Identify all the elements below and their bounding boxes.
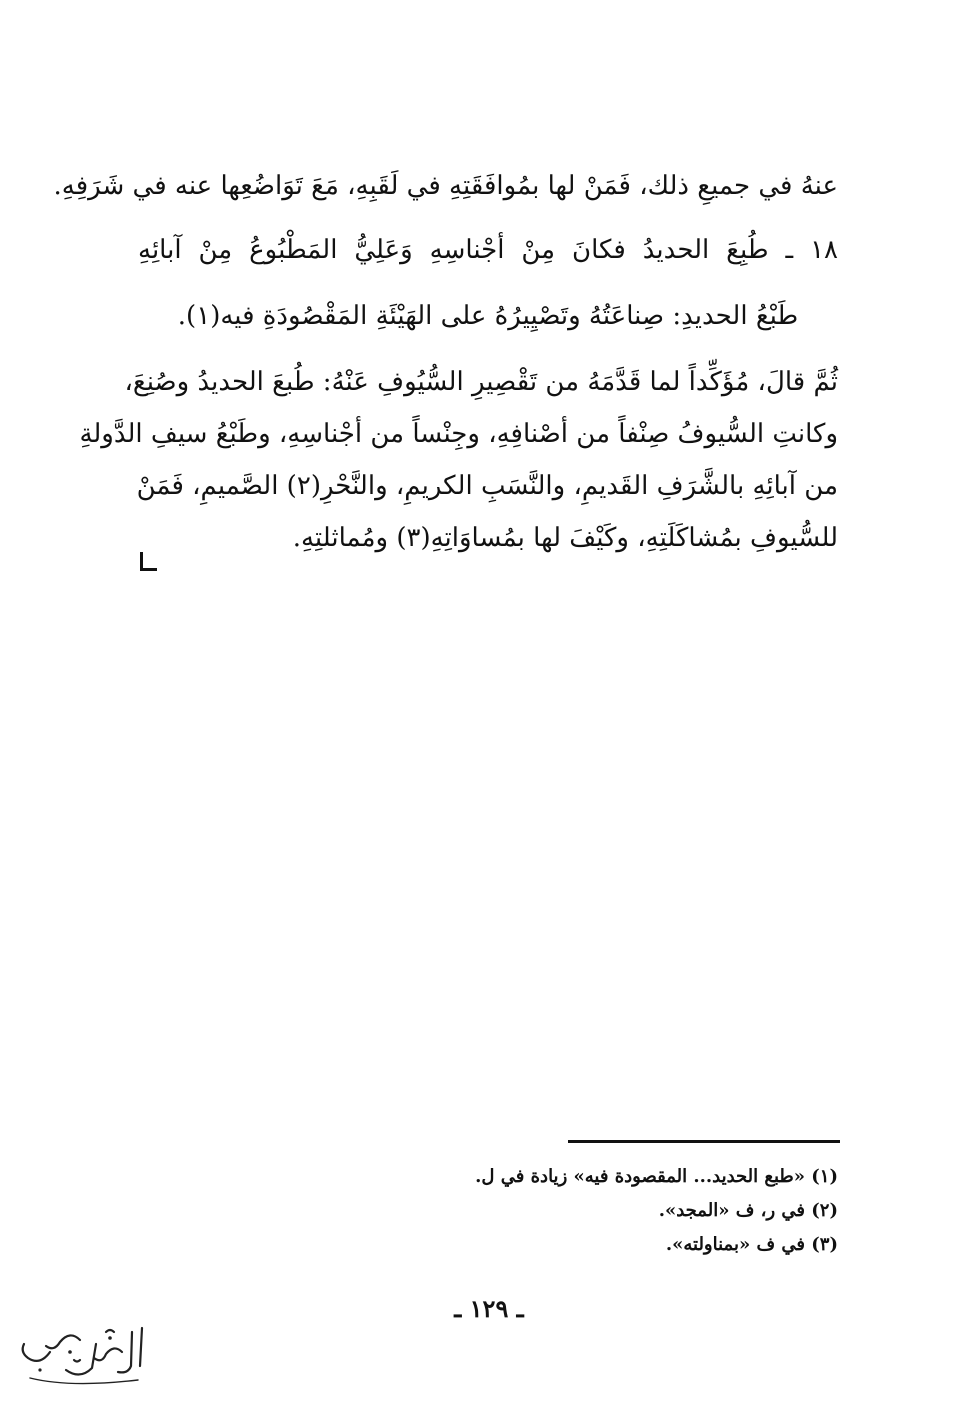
body-line-4: ثُمَّ قالَ، مُؤَكِّداً لما قَدَّمَهُ من تَقْصِيرِ السُّيُوفِ عَنْهُ: طُبعَ الحديدُ وصُنِعَ، xyxy=(124,367,838,397)
page-number: ـ ١٢٩ ـ xyxy=(454,1294,524,1323)
body-line-6: من آبائِهِ بالشَّرَفِ القَديمِ، والنَّسَبِ الكريمِ، والنَّحْرِ(٢) الصَّميمِ، فَمَنْ xyxy=(136,471,838,501)
section-end-mark xyxy=(140,552,157,571)
calligraphy-logo-icon xyxy=(10,1322,150,1402)
body-line-1: عنهُ في جميعِ ذلك، فَمَنْ لها بمُوافَقَتِهِ في لَقَبِهِ، مَعَ تَوَاضُعِها عنه في شَرَفِهِ. xyxy=(53,171,838,201)
verse-explanation: طَبْعُ الحديدِ: صِناعَتُهُ وتَصْيِيرُهُ على الهَيْئَةِ المَقْصُودَةِ فيه(١). xyxy=(177,301,799,331)
body-line-7: للسُّيوفِ بمُشاكَلَتِهِ، وكَيْفَ لها بمُساوَاتِهِ(٣) ومُماثلتِهِ. xyxy=(292,523,838,553)
verse-line: ١٨ ـ طُبِعَ الحديدُ فكانَ مِنْ أجْناسِهِ وَعَلِيُّ المَطْبُوعُ مِنْ آبائِهِ xyxy=(138,235,838,265)
footnote-separator xyxy=(568,1140,840,1143)
footnote-3: (٣) في ف «بمناولته». xyxy=(665,1234,838,1255)
body-line-5: وكانتِ السُّيوفُ صِنْفاً من أصْنافِهِ، وجِنْساً من أجْناسِهِ، وطَبْعُ سيفِ الدَّولةِ xyxy=(79,419,838,449)
footnote-1: (١) «طبع الحديد... المقصودة فيه» زيادة في ل. xyxy=(475,1166,838,1187)
footnote-2: (٢) في ر، ف «المجد». xyxy=(658,1200,838,1221)
